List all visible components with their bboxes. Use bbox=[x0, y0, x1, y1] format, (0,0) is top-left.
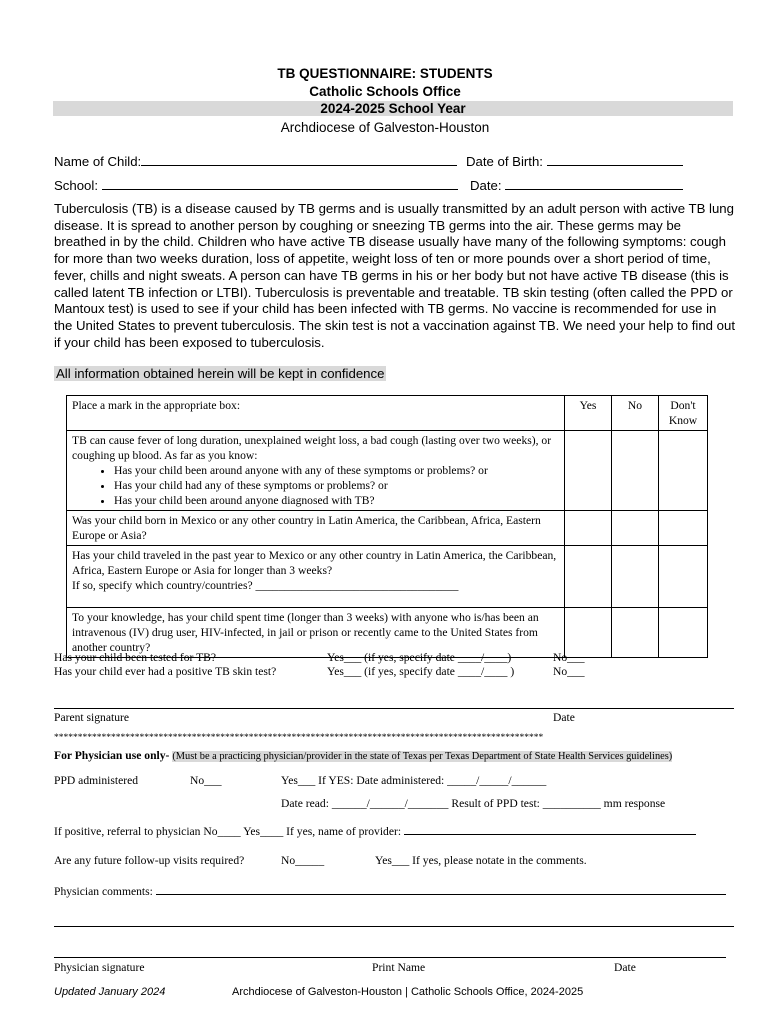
table-row bbox=[67, 431, 708, 511]
question-exposure: To your knowledge, has your child spent time (longer than 3 weeks) with anyone who is/has been an intravenous (IV) drug user, HIV-infected, in jail or prison or recently came to the United States from another country? bbox=[67, 608, 565, 658]
form-title: TB QUESTIONNAIRE: STUDENTS bbox=[277, 66, 493, 81]
physician-date-label: Date bbox=[614, 961, 636, 974]
answer-yes-cell[interactable] bbox=[565, 608, 612, 658]
school-row bbox=[54, 177, 458, 193]
followup-question: Are any future follow-up visits required? bbox=[54, 854, 245, 867]
footer-organization: Archdiocese of Galveston-Houston | Catholic Schools Office, 2024-2025 bbox=[232, 986, 584, 998]
tb-intro-paragraph: Tuberculosis (TB) is a disease caused by TB germs and is usually transmitted by an adult person with active TB lung disease. It is spread to another person by coughing or sneezing TB germs into the air. These germs may be breathed in by the child. Children who have active TB disease usually have many of the following symptoms: cough for more than two weeks duration, loss of appetite, weight loss of ten or more pounds over a short period of time, fever, chills and night sweats. A person can have TB germs in his or her body but not have active TB disease (this is called latent TB infection or LTBI). Tuberculosis is preventable and treatable. TB skin testing (often called the PPD or Mantoux test) is used to see if your child has been infected with TB germs. No vaccine is recommended for use in the United States to prevent tuberculosis. The skin test is not a vaccination against TB. We need your help to find out if your child has been exposed to tuberculosis. bbox=[54, 201, 736, 350]
dob-row bbox=[466, 153, 683, 169]
physician-use-label: For Physician use only- bbox=[54, 749, 170, 762]
list-item: • Has your child been around anyone with any of these symptoms or problems? or bbox=[114, 463, 559, 478]
question-symptoms-text: TB can cause fever of long duration, unexplained weight loss, a bad cough (lasting over two weeks), or coughing up blood. As far as you know: bbox=[72, 434, 552, 462]
physician-section-header bbox=[54, 749, 672, 762]
question-travel bbox=[67, 546, 565, 608]
referral-row bbox=[54, 824, 696, 838]
question-travel-specify: If so, specify which country/countries? ___________________________________ bbox=[72, 579, 459, 592]
dont-know-column-header bbox=[659, 396, 708, 431]
child-name-label: Name of Child: bbox=[54, 154, 142, 169]
symptom-bullet-list bbox=[72, 463, 559, 508]
referral-label: If positive, referral to physician No____ Yes____ If yes, name of provider: bbox=[54, 825, 402, 838]
answer-no-cell[interactable] bbox=[612, 608, 659, 658]
tested-no-option[interactable]: No___ bbox=[553, 651, 585, 664]
table-header-row bbox=[67, 396, 708, 431]
confidential-notice: All information obtained herein will be kept in confidence bbox=[56, 366, 385, 381]
answer-no-cell[interactable] bbox=[612, 546, 659, 608]
dont-know-line2: Know bbox=[668, 414, 698, 427]
list-item: • Has your child had any of these symptoms or problems? or bbox=[114, 478, 559, 493]
answer-no-cell[interactable] bbox=[612, 431, 659, 511]
table-row bbox=[67, 608, 708, 658]
table-row bbox=[67, 546, 708, 608]
answer-dont-know-cell[interactable] bbox=[659, 431, 708, 511]
school-year-banner: 2024-2025 School Year bbox=[53, 101, 733, 116]
child-name-row bbox=[54, 153, 457, 169]
ppd-date-read-row[interactable]: Date read: ______/______/_______ Result of PPD test: __________ mm response bbox=[281, 797, 666, 810]
physician-signature-line[interactable] bbox=[54, 957, 726, 958]
positive-no-option[interactable]: No___ bbox=[553, 665, 585, 678]
office-name: Catholic Schools Office bbox=[309, 84, 461, 99]
answer-yes-cell[interactable] bbox=[565, 431, 612, 511]
yes-column-header: Yes bbox=[565, 396, 612, 431]
ppd-yes-option[interactable]: Yes___ If YES: Date administered: _____/_____/______ bbox=[281, 774, 547, 787]
child-name-field[interactable] bbox=[141, 153, 457, 166]
physician-signature-label: Physician signature bbox=[54, 961, 145, 974]
physician-guideline-note: (Must be a practicing physician/provider in the state of Texas per Texas Department of State Health Services guidelines) bbox=[172, 751, 673, 762]
print-name-label: Print Name bbox=[372, 961, 426, 974]
physician-comments-row bbox=[54, 884, 726, 898]
school-field[interactable] bbox=[102, 177, 458, 190]
ppd-administered-label: PPD administered bbox=[54, 774, 139, 787]
answer-dont-know-cell[interactable] bbox=[659, 608, 708, 658]
table-row bbox=[67, 511, 708, 546]
date-row bbox=[470, 177, 683, 193]
dont-know-line1: Don't bbox=[670, 399, 696, 412]
list-item: • Has your child been around anyone diagnosed with TB? bbox=[114, 493, 559, 508]
ppd-no-option[interactable]: No___ bbox=[190, 774, 222, 787]
physician-comments-label: Physician comments: bbox=[54, 885, 153, 898]
answer-dont-know-cell[interactable] bbox=[659, 546, 708, 608]
question-born-abroad: Was your child born in Mexico or any other country in Latin America, the Caribbean, Africa, Eastern Europe or Asia? bbox=[67, 511, 565, 546]
dob-label: Date of Birth: bbox=[466, 154, 543, 169]
questionnaire-table bbox=[66, 395, 708, 658]
positive-test-question: Has your child ever had a positive TB skin test? bbox=[54, 665, 277, 678]
tested-yes-option[interactable]: Yes___ (if yes, specify date ____/____) bbox=[327, 651, 512, 664]
answer-no-cell[interactable] bbox=[612, 511, 659, 546]
table-header-instruction: Place a mark in the appropriate box: bbox=[67, 396, 565, 431]
followup-yes-option[interactable]: Yes___ If yes, please notate in the comments. bbox=[375, 854, 587, 867]
no-column-header: No bbox=[612, 396, 659, 431]
date-field[interactable] bbox=[505, 177, 683, 190]
followup-no-option[interactable]: No_____ bbox=[281, 854, 325, 867]
question-symptoms bbox=[67, 431, 565, 511]
question-travel-text: Has your child traveled in the past year to Mexico or any other country in Latin America, the Caribbean, Africa, Eastern Europe or Asia for longer than 3 weeks? bbox=[72, 549, 557, 577]
tested-question: Has your child been tested for TB? bbox=[54, 651, 217, 664]
school-label: School: bbox=[54, 178, 98, 193]
section-divider-stars: ******************************************************************************************************* bbox=[54, 733, 544, 743]
provider-name-field[interactable] bbox=[404, 824, 696, 835]
physician-comments-line-2[interactable] bbox=[54, 926, 734, 927]
positive-yes-option[interactable]: Yes___ (if yes, specify date ____/____ ) bbox=[327, 665, 515, 678]
parent-signature-label: Parent signature bbox=[54, 711, 130, 724]
parent-signature-line[interactable] bbox=[54, 708, 734, 709]
diocese-name: Archdiocese of Galveston-Houston bbox=[280, 120, 490, 135]
date-label: Date: bbox=[470, 178, 502, 193]
answer-dont-know-cell[interactable] bbox=[659, 511, 708, 546]
answer-yes-cell[interactable] bbox=[565, 546, 612, 608]
dob-field[interactable] bbox=[547, 153, 683, 166]
updated-date: Updated January 2024 bbox=[54, 986, 166, 998]
parent-date-label: Date bbox=[553, 711, 575, 724]
physician-comments-field[interactable] bbox=[156, 884, 726, 895]
answer-yes-cell[interactable] bbox=[565, 511, 612, 546]
